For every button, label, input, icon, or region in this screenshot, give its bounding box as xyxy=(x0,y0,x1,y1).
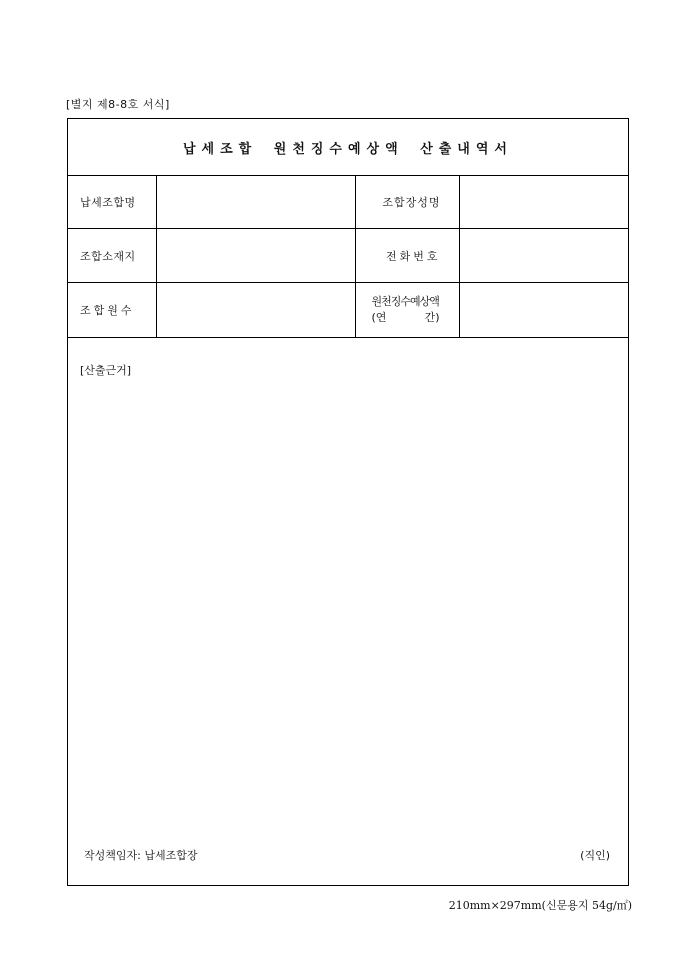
phone-label: 전화번호 xyxy=(355,229,459,283)
table-row xyxy=(68,283,628,338)
members-field[interactable] xyxy=(156,283,355,338)
address-field[interactable] xyxy=(156,229,355,283)
head-name-label: 조합장성명 xyxy=(355,175,459,229)
annual-close: 간) xyxy=(424,311,440,324)
union-name-field[interactable] xyxy=(156,175,355,229)
table-row xyxy=(68,175,628,229)
address-label: 조합소재지 xyxy=(68,229,156,283)
form-box xyxy=(67,118,629,886)
expected-tax-field[interactable] xyxy=(459,283,628,338)
paper-spec: 210mm×297mm(신문용지 54g/㎡) xyxy=(448,899,632,912)
seal-label: (직인) xyxy=(580,849,610,862)
basis-label: [산출근거] xyxy=(80,364,132,377)
annual-note xyxy=(372,310,440,326)
members-label: 조합원수 xyxy=(68,283,156,338)
signer-label: 작성책임자: 납세조합장 xyxy=(84,849,198,862)
annual-open: (연 xyxy=(371,311,387,324)
head-name-field[interactable] xyxy=(459,175,628,229)
expected-tax-label-text: 원천징수예상액 xyxy=(371,295,439,308)
form-number: [별지 제8-8호 서식] xyxy=(66,98,170,111)
union-name-label: 납세조합명 xyxy=(68,175,156,229)
table-row xyxy=(68,229,628,283)
info-table xyxy=(68,175,628,338)
expected-tax-label xyxy=(355,283,459,338)
title-row xyxy=(68,119,628,176)
form-title: 납세조합 원천징수예상액 산출내역서 xyxy=(183,141,513,157)
phone-field[interactable] xyxy=(459,229,628,283)
